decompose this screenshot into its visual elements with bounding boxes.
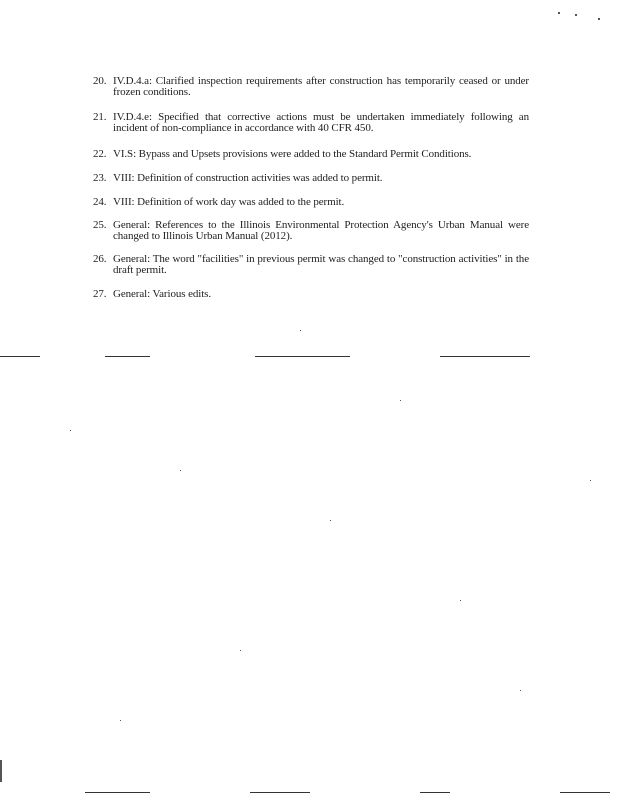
scan-speck: [120, 720, 121, 721]
item-number: 26.: [93, 253, 107, 265]
scan-line: [85, 792, 150, 793]
item-text: IV.D.4.a: Clarified inspection requirements after construction has temporarily ceased or under frozen conditions.: [113, 75, 529, 98]
scan-line: [440, 356, 530, 357]
item-text: General: Various edits.: [113, 288, 212, 300]
scan-speck: [590, 480, 591, 481]
list-item: [93, 112, 529, 134]
item-number: 25.: [93, 219, 107, 231]
list-item: [93, 254, 529, 276]
list-item: [93, 76, 529, 98]
scan-line: [0, 356, 40, 357]
list-item: [93, 173, 529, 184]
item-number: 22.: [93, 148, 107, 160]
list-item: [93, 289, 529, 300]
item-number: 27.: [93, 288, 107, 300]
item-text: IV.D.4.e: Specified that corrective actions must be undertaken immediately following an incident of non-compliance in accordance with 40 CFR 450.: [113, 111, 529, 134]
item-text: General: References to the Illinois Environmental Protection Agency's Urban Manual were changed to Illinois Urban Manual (2012).: [113, 219, 529, 242]
list-item: [93, 220, 529, 242]
list-item: [93, 149, 529, 160]
scan-line: [560, 792, 610, 793]
item-number: 21.: [93, 111, 107, 123]
scan-line: [105, 356, 150, 357]
scan-speck: [240, 650, 241, 651]
item-number: 20.: [93, 75, 107, 87]
revision-list: [93, 76, 529, 300]
item-number: 23.: [93, 172, 107, 184]
item-text: VIII: Definition of work day was added to the permit.: [113, 196, 345, 208]
scan-speck: [300, 330, 301, 331]
scan-speck: [180, 470, 181, 471]
scan-speck: [460, 600, 461, 601]
scan-line: [255, 356, 350, 357]
item-text: VIII: Definition of construction activities was added to permit.: [113, 172, 383, 184]
scan-speck: [558, 12, 560, 14]
item-number: 24.: [93, 196, 107, 208]
item-text: VI.S: Bypass and Upsets provisions were added to the Standard Permit Conditions.: [113, 148, 472, 160]
scan-speck: [0, 760, 2, 782]
scan-speck: [520, 690, 521, 691]
item-text: General: The word "facilities" in previous permit was changed to "construction activities" in the draft permit.: [113, 253, 529, 276]
scan-line: [250, 792, 310, 793]
scan-speck: [598, 18, 600, 20]
scan-speck: [70, 430, 71, 431]
scan-speck: [330, 520, 331, 521]
scan-speck: [400, 400, 401, 401]
scan-line: [420, 792, 450, 793]
scan-speck: [575, 14, 577, 16]
list-item: [93, 197, 529, 208]
